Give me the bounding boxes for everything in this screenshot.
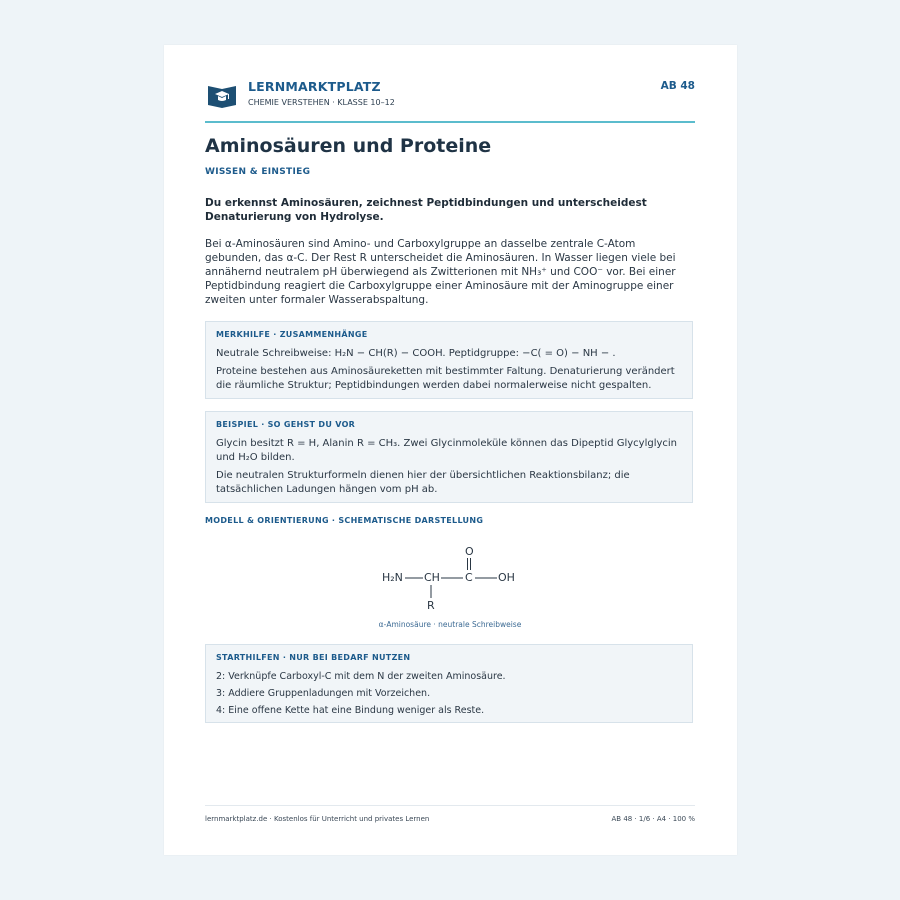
merkhilfe-line: Proteine bestehen aus Aminosäureketten mit bestimmter Faltung. Denaturierung verändert die räumliche Struktur; Peptidbindungen werden dabei normalerweise nicht gespalten. <box>216 366 675 391</box>
starthilfen-heading: STARTHILFEN · NUR BEI BEDARF NUTZEN <box>216 653 411 662</box>
beispiel-line: Die neutralen Strukturformeln dienen hier der übersichtlichen Reaktionsbilanz; die tatsächlichen Ladungen hängen vom pH ab. <box>216 470 630 495</box>
atom-hydroxyl: OH <box>498 571 515 584</box>
header-divider <box>205 121 695 123</box>
footer-page-info: AB 48 · 1/6 · A4 · 100 % <box>611 815 695 823</box>
worksheet-page <box>164 45 737 855</box>
atom-oxygen: O <box>465 545 474 558</box>
beispiel-heading: BEISPIEL · SO GEHST DU VOR <box>216 420 356 429</box>
page-header <box>205 79 695 121</box>
atom-carbonyl-carbon: C <box>465 571 473 584</box>
brand-subtitle: CHEMIE VERSTEHEN · KLASSE 10–12 <box>248 98 395 107</box>
page-title: Aminosäuren und Proteine <box>205 135 492 157</box>
starthilfe-item: 4: Eine offene Kette hat eine Bindung weniger als Reste. <box>216 705 485 716</box>
beispiel-line: Glycin besitzt R = H, Alanin R = CH₃. Zwei Glycinmoleküle können das Dipeptid Glycylglycin und H₂O bilden. <box>216 438 678 463</box>
book-graduation-cap-icon <box>207 82 237 108</box>
starthilfe-item: 2: Verknüpfe Carboxyl-C mit dem N der zweiten Aminosäure. <box>216 671 506 682</box>
learning-goal: Du erkennst Aminosäuren, zeichnest Peptidbindungen und unterscheidest Denaturierung von Hydrolyse. <box>205 197 647 223</box>
footer-divider <box>205 805 695 806</box>
atom-rest: R <box>427 599 435 612</box>
starthilfe-item: 3: Addiere Gruppenladungen mit Vorzeichen. <box>216 688 431 699</box>
amino-acid-structure-diagram <box>375 543 525 629</box>
atom-amine: H₂N <box>382 571 403 584</box>
merkhilfe-heading: MERKHILFE · ZUSAMMENHÄNGE <box>216 330 368 339</box>
merkhilfe-line: Neutrale Schreibweise: H₂N − CH(R) − COOH. Peptidgruppe: −C( = O) − NH − . <box>216 348 616 359</box>
merkhilfe-box <box>205 321 693 399</box>
sheet-code: AB 48 <box>660 80 695 92</box>
atom-alpha-carbon: CH <box>424 571 440 584</box>
starthilfen-box <box>205 644 693 723</box>
section-kicker: WISSEN & EINSTIEG <box>205 167 311 177</box>
footer-website: lernmarktplatz.de · Kostenlos für Unterricht und privates Lernen <box>205 815 430 823</box>
beispiel-box <box>205 411 693 503</box>
modell-heading: MODELL & ORIENTIERUNG · SCHEMATISCHE DARSTELLUNG <box>205 516 484 525</box>
intro-paragraph: Bei α-Aminosäuren sind Amino- und Carboxylgruppe an dasselbe zentrale C-Atom gebunden, das α-C. Der Rest R unterscheidet die Aminosäuren. In Wasser liegen viele bei annähernd neutralem pH überwiegend als Zwitterionen mit NH₃⁺ und COO⁻ vor. Bei einer Peptidbindung reagiert die Carboxylgruppe einer Aminosäure mit der Aminogruppe einer zweiten unter formaler Wasserabspaltung. <box>205 238 676 306</box>
diagram-caption: α-Aminosäure · neutrale Schreibweise <box>378 620 522 629</box>
brand-name: LERNMARKTPLATZ <box>248 79 381 94</box>
